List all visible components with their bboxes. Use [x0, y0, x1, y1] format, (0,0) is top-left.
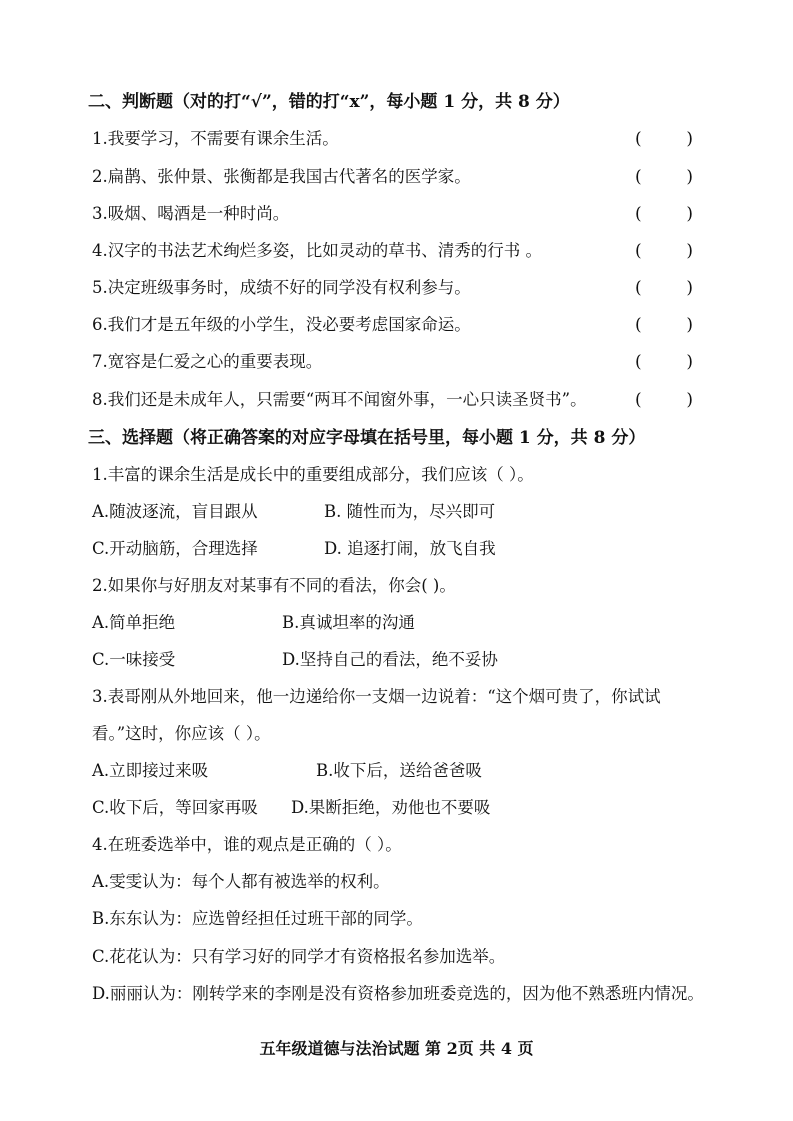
mc-q1-option-c: C.开动脑筋，合理选择: [92, 539, 258, 558]
answer-bracket-3: ( ): [635, 204, 693, 224]
answer-bracket-6: ( ): [635, 315, 693, 335]
answer-bracket-2: ( ): [635, 167, 693, 187]
tf-item-3: 3.吸烟、喝酒是一种时尚。: [92, 204, 290, 223]
mc-question-3-line-2: 看。”这时，你应该（ ）。: [92, 724, 271, 743]
mc-q1-options-row-1: [92, 501, 701, 523]
tf-item-6: 6.我们才是五年级的小学生，没必要考虑国家命运。: [92, 315, 471, 334]
mc-q3-options-row-2: [92, 797, 701, 819]
mc-question-3-line-1: 3.表哥刚从外地回来，他一边递给你一支烟一边说着：“这个烟可贵了，你试试: [92, 687, 661, 706]
tf-item-8: 8.我们还是未成年人，只需要“两耳不闻窗外事，一心只读圣贤书”。: [92, 390, 587, 409]
answer-bracket-1: ( ): [635, 129, 693, 149]
page-footer: 五年级道德与法治试题 第 2页 共 4 页: [259, 1039, 534, 1058]
mc-q2-option-c: C.一味接受: [92, 650, 176, 669]
mc-q4-option-b: B.东东认为：应选曾经担任过班干部的同学。: [92, 909, 423, 928]
mc-q3-option-b: B.收下后，送给爸爸吸: [316, 761, 482, 780]
mc-q2-option-b: B.真诚坦率的沟通: [282, 613, 415, 632]
mc-question-1: 1.丰富的课余生活是成长中的重要组成部分，我们应该（ ）。: [92, 465, 534, 484]
mc-q2-option-d: D.坚持自己的看法，绝不妥协: [282, 650, 498, 669]
section-3-heading: 三、选择题（将正确答案的对应字母填在括号里，每小题 1 分，共 8 分）: [88, 428, 646, 448]
mc-q1-option-d: D. 追逐打闹，放飞自我: [324, 539, 496, 558]
answer-bracket-4: ( ): [635, 241, 693, 261]
mc-q2-options-row-1: [92, 612, 701, 634]
mc-q1-options-row-2: [92, 538, 701, 560]
mc-q3-option-a: A.立即接过来吸: [92, 761, 209, 780]
mc-q3-option-d: D.果断拒绝，劝他也不要吸: [291, 798, 491, 817]
section-2-heading: 二、判断题（对的打“√”，错的打“x”，每小题 1 分，共 8 分）: [88, 92, 570, 112]
answer-bracket-8: ( ): [635, 390, 693, 410]
tf-item-1: 1.我要学习，不需要有课余生活。: [92, 129, 339, 148]
tf-item-4: 4.汉字的书法艺术绚烂多姿，比如灵动的草书、清秀的行书 。: [92, 241, 542, 260]
mc-q1-option-a: A.随波逐流，盲目跟从: [92, 502, 258, 521]
answer-bracket-5: ( ): [635, 278, 693, 298]
mc-q4-option-a: A.雯雯认为：每个人都有被选举的权利。: [92, 872, 390, 891]
answer-bracket-7: ( ): [635, 352, 693, 372]
mc-q3-option-c: C.收下后，等回家再吸: [92, 798, 258, 817]
mc-q1-option-b: B. 随性而为，尽兴即可: [324, 502, 496, 521]
mc-q4-option-d: D.丽丽认为：刚转学来的李刚是没有资格参加班委竞选的，因为他不熟悉班内情况。: [92, 984, 704, 1003]
mc-question-4: 4.在班委选举中，谁的观点是正确的（ ）。: [92, 835, 402, 854]
mc-q2-options-row-2: [92, 649, 701, 671]
mc-q2-option-a: A.简单拒绝: [92, 613, 176, 632]
tf-item-5: 5.决定班级事务时，成绩不好的同学没有权利参与。: [92, 278, 471, 297]
mc-q3-options-row-1: [92, 760, 701, 782]
tf-item-2: 2.扁鹊、张仲景、张衡都是我国古代著名的医学家。: [92, 167, 471, 186]
mc-question-2: 2.如果你与好朋友对某事有不同的看法，你会( )。: [92, 576, 456, 595]
tf-item-7: 7.宽容是仁爱之心的重要表现。: [92, 352, 323, 371]
mc-q4-option-c: C.花花认为：只有学习好的同学才有资格报名参加选举。: [92, 947, 506, 966]
